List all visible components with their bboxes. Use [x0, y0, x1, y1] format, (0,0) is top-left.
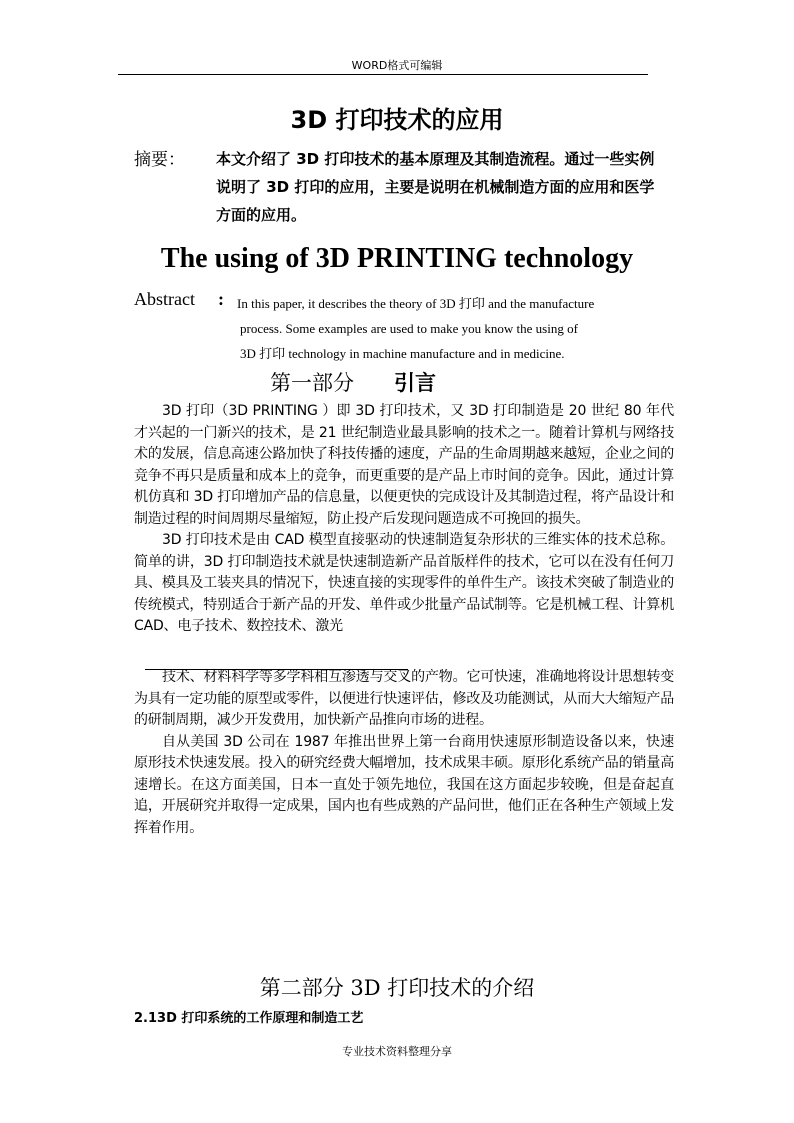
- abstract-cn-line: 方面的应用。: [216, 206, 307, 224]
- abstract-label-chinese: 摘要：: [134, 150, 185, 170]
- section-1-heading: [270, 367, 436, 397]
- document-title-english: The using of 3D PRINTING technology: [160, 243, 634, 274]
- paragraph: 自从美国 3D 公司在 1987 年推出世界上第一台商用快速原形制造设备以来，快速原形技术快速发展。投入的研究经费大幅增加，技术成果丰硕。原形化系统产品的销量高速增长。在这方面美国，日本一直处于领先地位，我国在这方面起步较晚，但是奋起直追，开展研究并取得一定成果，国内也有些成熟的产品问世，他们正在各种生产领域上发挥着作用。: [134, 733, 674, 836]
- paragraph: 技术、材料科学等多学科相互渗透与交叉的产物。它可快速，准确地将设计思想转变为具有一定功能的原型或零件，以便进行快速评估，修改及功能测试，从而大大缩短产品的研制周期，减少开发费用，加快新产品推向市场的进程。: [134, 669, 674, 728]
- paragraph: 3D 打印（3D PRINTING ）即 3D 打印技术，又 3D 打印制造是 20 世纪 80 年代才兴起的一门新兴的技术，是 21 世纪制造业最具影响的技术之一。随着计算机与网络技术的发展，信息高速公路加快了科技传播的速度，产品的生命周期越来越短，企业之间的竞争不再只是质量和成本上的竞争，而更重要的是产品上市时间的竞争。因此，通过计算机仿真和 3D 打印增加产品的信息量，以便更快的完成设计及其制造过程，将产品设计和制造过程的时间周期尽量缩短，防止投产后发现问题造成不可挽回的损失。: [134, 403, 674, 527]
- abstract-label-english: Abstract: [134, 289, 195, 309]
- section-1-body-part-2: [134, 667, 674, 839]
- section-2-subheading: 2.13D 打印系统的工作原理和制造工艺: [134, 1011, 364, 1026]
- header-divider: [118, 74, 648, 75]
- page-header-text: WORD格式可编辑: [351, 59, 443, 72]
- document-title-chinese: 3D 打印技术的应用: [290, 106, 504, 134]
- page-footer-text: 专业技术资料整理分享: [342, 1045, 452, 1058]
- abstract-cn-line: 本文介绍了 3D 打印技术的基本原理及其制造流程。通过一些实例: [216, 150, 655, 168]
- abstract-en-line: 3D 打印 technology in machine manufacture and in medicine.: [240, 346, 565, 361]
- abstract-en-line: process. Some examples are used to make you know the using of: [240, 321, 578, 336]
- paragraph: 3D 打印技术是由 CAD 模型直接驱动的快速制造复杂形状的三维实体的技术总称。简单的讲，3D 打印制造技术就是快速制造新产品首版样件的技术，它可以在没有任何刀具、模具及工装夹具的情况下，快速直接的实现零件的单件生产。该技术突破了制造业的传统模式，特别适合于新产品的开发、单件或少批量产品试制等。它是机械工程、计算机 CAD、电子技术、数控技术、激光: [134, 532, 674, 634]
- abstract-cn-line: 说明了 3D 打印的应用，主要是说明在机械制造方面的应用和医学: [216, 178, 655, 196]
- section-1-title: 引言: [394, 371, 436, 395]
- section-1-body-part-1: [134, 401, 674, 638]
- abstract-colon: :: [218, 289, 224, 309]
- abstract-en-line: In this paper, it describes the theory of 3D 打印 and the manufacture: [237, 296, 595, 311]
- section-2-heading: 第二部分 3D 打印技术的介绍: [259, 976, 535, 1000]
- section-1-part-label: 第一部分: [270, 371, 354, 395]
- abstract-text-chinese: [216, 145, 681, 229]
